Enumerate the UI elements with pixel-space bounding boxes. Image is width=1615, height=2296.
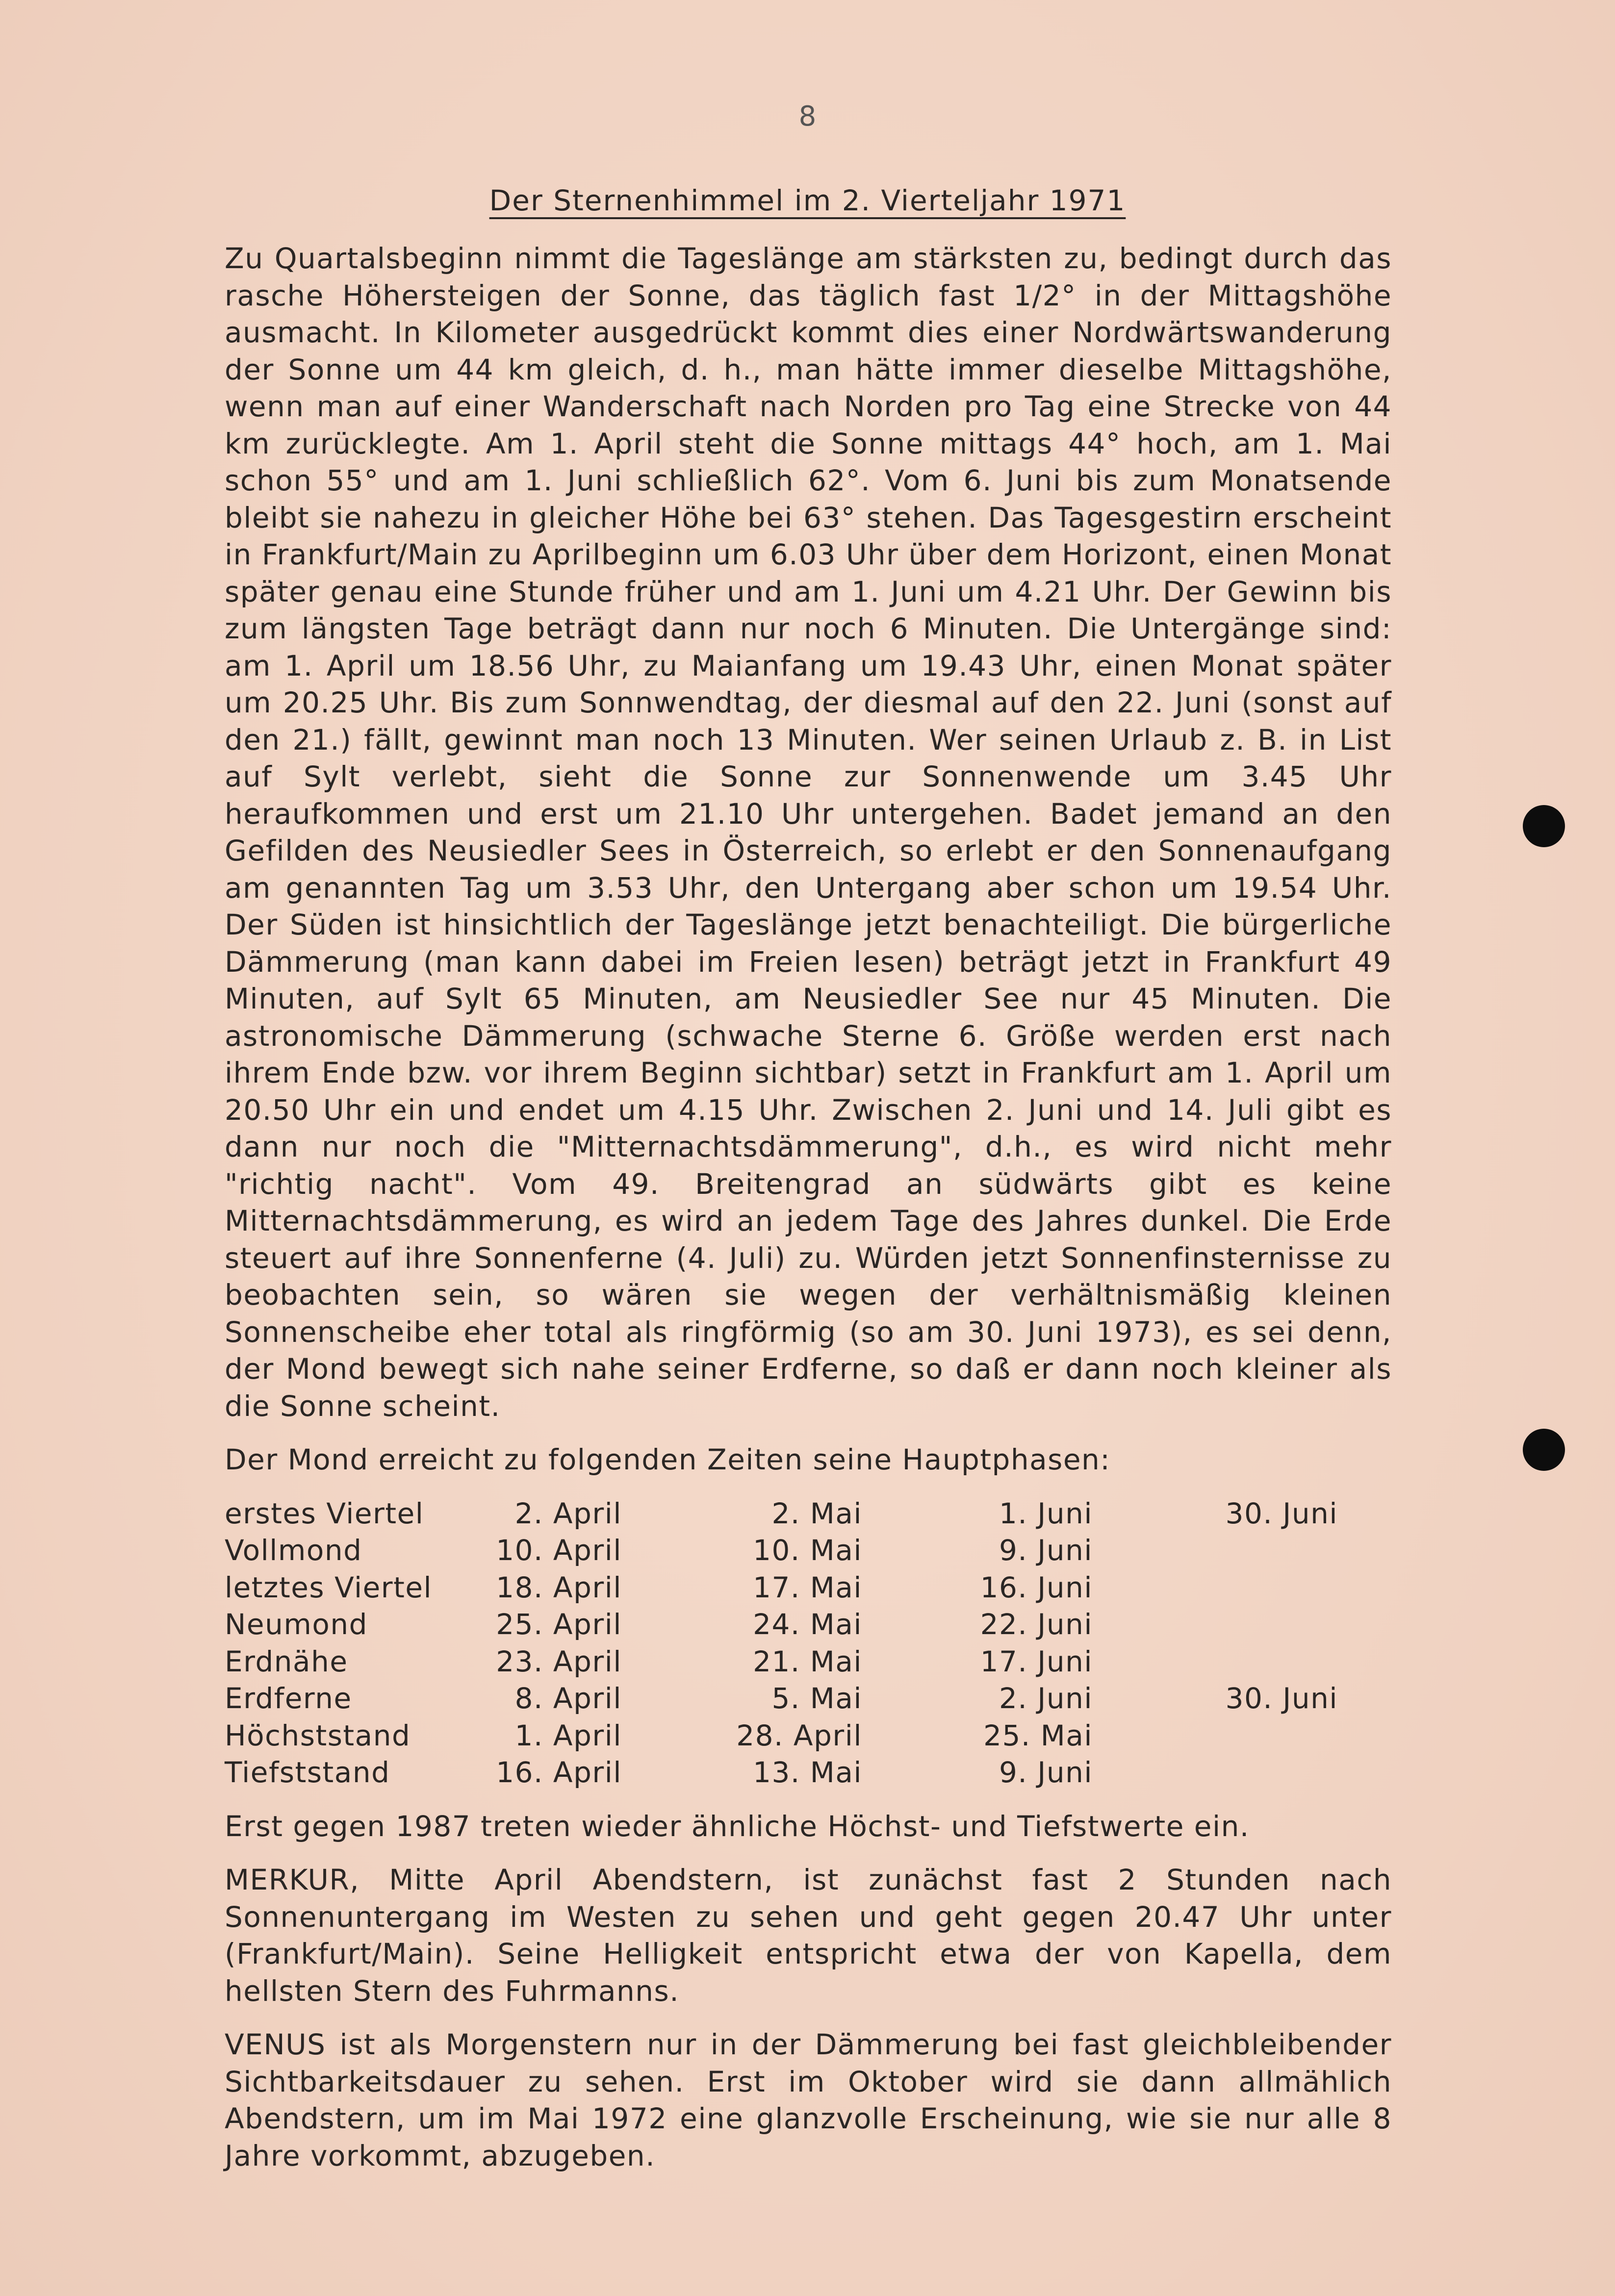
table-row [225,1606,1338,1643]
date-april: 10. April [496,1534,622,1567]
date-april: 25. April [496,1608,622,1641]
date-may: 2. Mai [771,1496,862,1530]
date-june: 25. Mai [983,1718,1093,1752]
phase-label: erstes Viertel [225,1496,424,1530]
punch-hole [1523,805,1565,847]
phase-label: Erdferne [225,1682,352,1715]
date-may: 5. Mai [771,1682,862,1715]
date-extra [1093,1532,1338,1569]
date-june: 16. Juni [980,1570,1093,1604]
date-june: 9. Juni [999,1534,1093,1567]
title-text: Der Sternenhimmel im 2. Vierteljahr 1971 [489,184,1126,217]
page-number: 8 [798,101,817,132]
date-june: 2. Juni [999,1682,1093,1715]
date-extra [1093,1754,1338,1791]
phase-label: Tiefststand [225,1756,390,1789]
date-april: 18. April [496,1570,622,1604]
date-may: 17. Mai [753,1570,862,1604]
date-extra [1093,1717,1338,1755]
punch-hole [1523,1429,1565,1471]
date-april: 1. April [514,1718,622,1752]
date-june: 9. Juni [999,1756,1093,1789]
date-may: 13. Mai [753,1756,862,1789]
date-june: 17. Juni [980,1644,1093,1678]
date-extra [1093,1569,1338,1607]
page-title [0,184,1615,217]
date-april: 23. April [496,1644,622,1678]
table-row [225,1717,1338,1755]
phase-label: Erdnähe [225,1644,348,1678]
paragraph-moon-intro: Der Mond erreicht zu folgenden Zeiten seine Hauptphasen: [225,1443,1111,1476]
phase-label: Vollmond [225,1534,362,1567]
date-june: 1. Juni [999,1496,1093,1530]
date-june: 22. Juni [980,1608,1093,1641]
paragraph-merkur: MERKUR, Mitte April Abendstern, ist zunächst fast 2 Stunden nach Sonnenuntergang im Westen zu sehen und geht gegen 20.47 Uhr unter (Frankfurt/Main). Seine Helligkeit entspricht etwa der von Kapella, dem hellsten Stern des Fuhrmanns. [225,1863,1392,2008]
table-row [225,1680,1338,1717]
date-april: 2. April [514,1496,622,1530]
phase-label: Höchststand [225,1718,411,1752]
table-row [225,1495,1338,1533]
table-row [225,1569,1338,1607]
date-extra: 30. Juni [1225,1496,1338,1530]
table-row [225,1532,1338,1569]
table-row [225,1643,1338,1681]
date-april: 16. April [496,1756,622,1789]
paragraph-venus: VENUS ist als Morgenstern nur in der Dämmerung bei fast gleichbleibender Sichtbarkeitsdauer zu sehen. Erst im Oktober wird sie dann allmählich Abendstern, um im Mai 1972 eine glanzvolle Erscheinung, wie sie nur alle 8 Jahre vorkommt, abzugeben. [225,2028,1392,2172]
moon-phases-table [225,1495,1338,1791]
date-may: 21. Mai [753,1644,862,1678]
paragraph-extremes: Erst gegen 1987 treten wieder ähnliche Höchst- und Tiefstwerte ein. [225,1809,1250,1843]
article-body [225,240,1392,2174]
date-extra [1093,1606,1338,1643]
date-extra: 30. Juni [1225,1682,1338,1715]
paragraph-intro: Zu Quartalsbeginn nimmt die Tageslänge am stärksten zu, bedingt durch das rasche Höhersteigen der Sonne, das täglich fast 1/2° in der Mittagshöhe ausmacht. In Kilometer ausgedrückt kommt dies einer Nordwärtswanderung der Sonne um 44 km gleich, d. h., man hätte immer dieselbe Mittagshöhe, wenn man auf einer Wanderschaft nach Norden pro Tag eine Strecke von 44 km zurücklegte. Am 1. April steht die Sonne mittags 44° hoch, am 1. Mai schon 55° und am 1. Juni schließlich 62°. Vom 6. Juni bis zum Monatsende bleibt sie nahezu in gleicher Höhe bei 63° stehen. Das Tagesgestirn erscheint in Frankfurt/Main zu Aprilbeginn um 6.03 Uhr über dem Horizont, einen Monat später genau eine Stunde früher und am 1. Juni um 4.21 Uhr. Der Gewinn bis zum längsten Tage beträgt dann nur noch 6 Minuten. Die Untergänge sind: am 1. April um 18.56 Uhr, zu Maianfang um 19.43 Uhr, einen Monat später um 20.25 Uhr. Bis zum Sonnwendtag, der diesmal auf den 22. Juni (sonst auf den 21.) fällt, gewinnt man noch 13 Minuten. Wer seinen Urlaub z. B. in List auf Sylt verlebt, sieht die Sonne zur Sonnenwende um 3.45 Uhr heraufkommen und erst um 21.10 Uhr untergehen. Badet jemand an den Gefilden des Neusiedler Sees in Österreich, so erlebt er den Sonnenaufgang am genannten Tag um 3.53 Uhr, den Untergang aber schon um 19.54 Uhr. Der Süden ist hinsichtlich der Tageslänge jetzt benachteiligt. Die bürgerliche Dämmerung (man kann dabei im Freien lesen) beträgt jetzt in Frankfurt 49 Minuten, auf Sylt 65 Minuten, am Neusiedler See nur 45 Minuten. Die astronomische Dämmerung (schwache Sterne 6. Größe werden erst nach ihrem Ende bzw. vor ihrem Beginn sichtbar) setzt in Frankfurt am 1. April um 20.50 Uhr ein und endet um 4.15 Uhr. Zwischen 2. Juni und 14. Juli gibt es dann nur noch die "Mitternachtsdämmerung", d.h., es wird nicht mehr "richtig nacht". Vom 49. Breitengrad an südwärts gibt es keine Mitternachtsdämmerung, es wird an jedem Tage des Jahres dunkel. Die Erde steuert auf ihre Sonnenferne (4. Juli) zu. Würden jetzt Sonnenfinsternisse zu beobachten sein, so wären sie wegen der verhältnismäßig kleinen Sonnenscheibe eher total als ringförmig (so am 30. Juni 1973), es sei denn, der Mond bewegt sich nahe seiner Erdferne, so daß er dann noch kleiner als die Sonne scheint. [225,242,1392,1423]
date-extra [1093,1643,1338,1681]
table-row [225,1754,1338,1791]
date-may: 28. April [736,1718,862,1752]
phase-label: Neumond [225,1608,368,1641]
date-april: 8. April [514,1682,622,1715]
date-may: 24. Mai [753,1608,862,1641]
phase-label: letztes Viertel [225,1570,433,1604]
date-may: 10. Mai [753,1534,862,1567]
